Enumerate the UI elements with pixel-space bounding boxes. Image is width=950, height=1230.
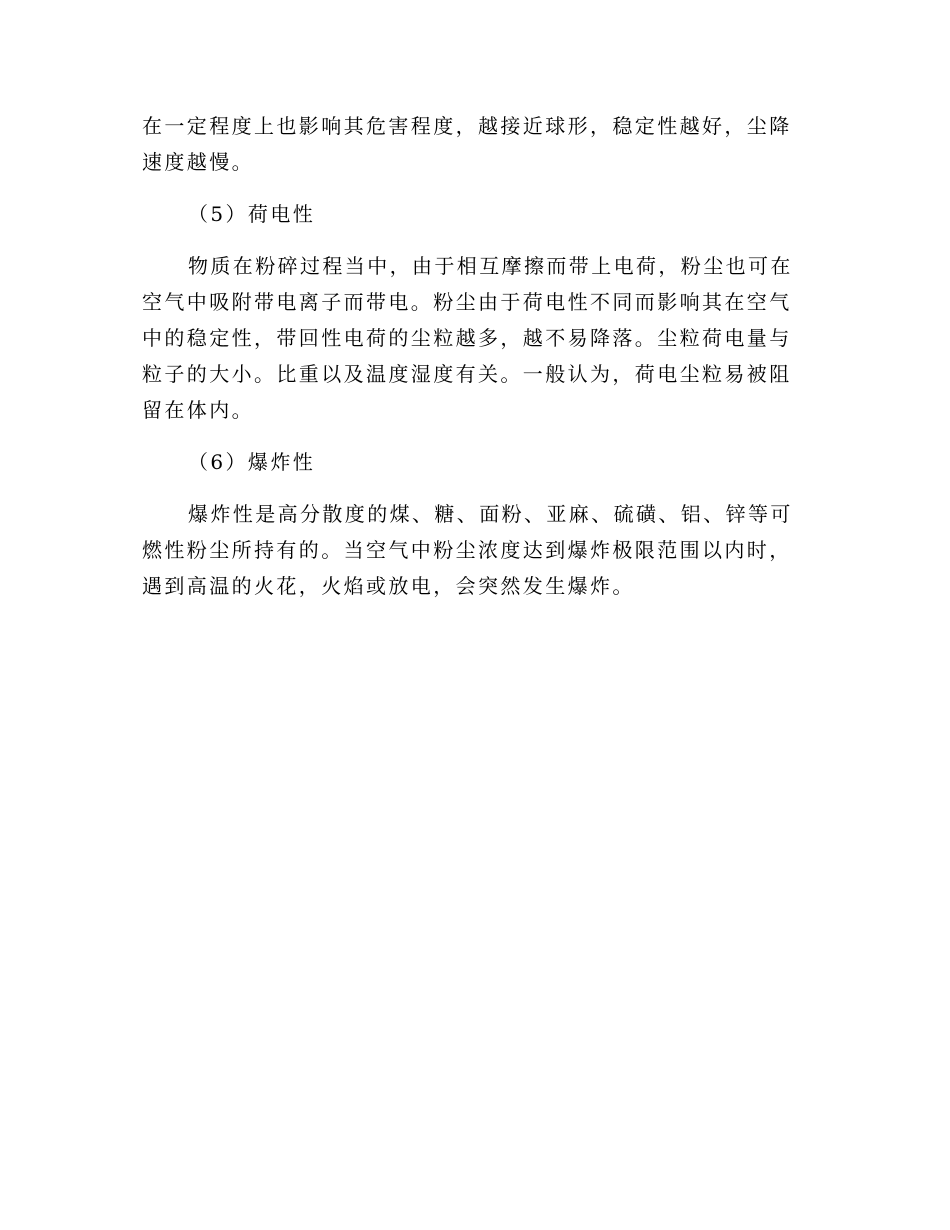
- paragraph-explosive: 爆炸性是高分散度的煤、糖、面粉、亚麻、硫磺、铝、锌等可燃性粉尘所持有的。当空气中粉尘浓度达到爆炸极限范围以内时，遇到高温的火花，火焰或放电，会突然发生爆炸。: [142, 502, 793, 598]
- document-body: [142, 108, 794, 604]
- paragraph-gap: [142, 180, 794, 196]
- paragraph-gap: [142, 428, 794, 444]
- section-heading-explosive: （6）爆炸性: [188, 450, 316, 474]
- paragraph-gap: [142, 480, 794, 496]
- paragraph-shape-continuation: 在一定程度上也影响其危害程度，越接近球形，稳定性越好，尘降速度越慢。: [142, 114, 792, 174]
- section-heading-charge: （5）荷电性: [188, 202, 316, 226]
- paragraph-gap: [142, 232, 794, 248]
- paragraph-charge: 物质在粉碎过程当中，由于相互摩擦而带上电荷，粉尘也可在空气中吸附带电离子而带电。粉尘由于荷电性不同而影响其在空气中的稳定性，带回性电荷的尘粒越多，越不易降落。尘粒荷电量与粒子的大小。比重以及温度湿度有关。一般认为，荷电尘粒易被阻留在体内。: [142, 254, 793, 422]
